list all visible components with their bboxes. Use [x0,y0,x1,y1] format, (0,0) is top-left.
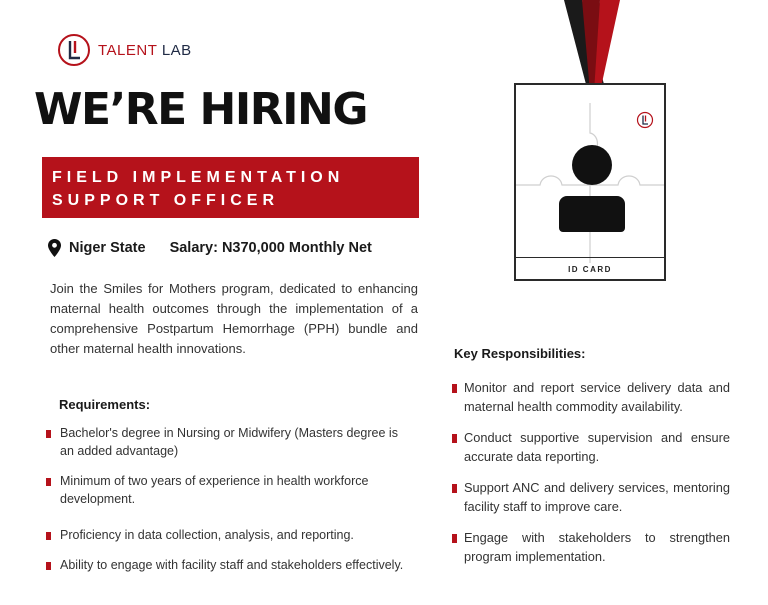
id-card-graphic [514,83,666,281]
bullet-icon [46,430,51,438]
list-item: Conduct supportive supervision and ensure accurate data reporting. [452,429,730,466]
list-item: Bachelor's degree in Nursing or Midwifery (Masters degree is an added advantage) [46,424,406,460]
person-body-icon [559,196,625,232]
map-pin-icon [48,239,61,257]
headline: WE’RE HIRING [34,84,367,135]
bullet-icon [452,434,457,443]
intro-paragraph: Join the Smiles for Mothers program, dedicated to enhancing maternal health outcomes through the implementation of a comprehensive Postpartum Hemorrhage (PPH) bundle and other maternal health innovations. [50,281,418,356]
requirements-title: Requirements: [59,397,151,412]
job-title-line1: FIELD IMPLEMENTATION [52,169,345,186]
requirements-list [46,424,406,586]
talent-lab-logo-icon [56,32,92,68]
responsibilities-list [452,379,730,579]
job-title-line2: SUPPORT OFFICER [52,192,280,209]
list-item: Minimum of two years of experience in health workforce development. [46,472,406,508]
bullet-icon [452,384,457,393]
brand-name: TALENT LAB [98,41,192,59]
bullet-icon [46,562,51,570]
list-item: Proficiency in data collection, analysis, and reporting. [46,526,406,544]
bullet-icon [452,484,457,493]
brand-logo [56,32,192,68]
bullet-icon [46,532,51,540]
card-divider [516,257,664,258]
list-item: Ability to engage with facility staff and stakeholders effectively. [46,556,406,574]
job-title-banner [42,157,419,218]
list-item: Monitor and report service delivery data and maternal health commodity availability. [452,379,730,416]
card-logo-icon [636,111,654,129]
bullet-icon [46,478,51,486]
salary-text: Salary: N370,000 Monthly Net [169,240,372,256]
id-card-label: ID CARD [568,265,612,274]
bullet-icon [452,534,457,543]
job-meta [48,239,372,257]
person-head-icon [572,145,612,185]
lanyard-graphic [560,0,624,92]
location-text: Niger State [69,240,146,256]
list-item: Engage with stakeholders to strengthen program implementation. [452,529,730,566]
responsibilities-title: Key Responsibilities: [454,346,586,361]
list-item: Support ANC and delivery services, mentoring facility staff to improve care. [452,479,730,516]
